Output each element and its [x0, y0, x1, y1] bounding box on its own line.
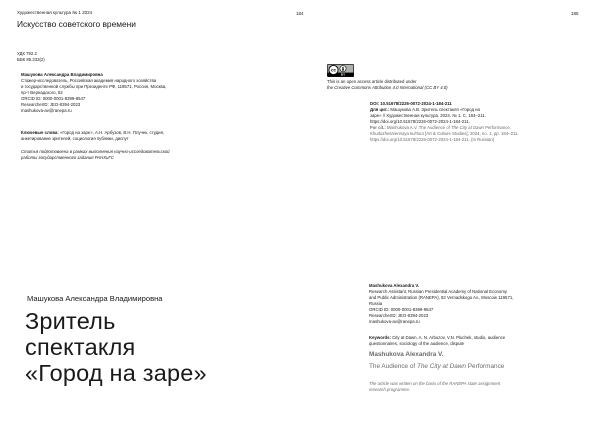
- author-affiliation-line: и государственной службы при Президенте РФ, 119571, Россия, Москва,: [21, 84, 167, 89]
- keywords-en: [369, 335, 569, 347]
- license-prefix: the: [327, 85, 335, 90]
- article-title-ru: [25, 308, 207, 386]
- author-affiliation-line: Research Assistant, Russian Presidential Academy of National Economy: [369, 289, 508, 294]
- cc-badge-text: cc: [330, 67, 337, 73]
- keywords-text-en: City at Dawn, A. N. Arbuzov, V.N. Pluchek, studio, audience: [390, 335, 506, 340]
- citation-text-en: [Art & Culture Studies], 2024, no. 1, pp. 184–211.: [423, 131, 519, 136]
- funding-note-en: [369, 381, 549, 393]
- citation-text-ru: заре» // Художественная культура. 2024. № 1. С. 184–211.: [370, 113, 486, 118]
- author-name-en: Mashukova Alexandra V.: [369, 283, 420, 288]
- citation-block: [370, 101, 519, 143]
- by-badge-text: BY: [340, 72, 346, 77]
- keywords-text-ru: «Город на заре», А.Н. Арбузов, В.Н. Плучек, студия,: [59, 130, 165, 135]
- funding-line: research programme.: [369, 387, 411, 392]
- funding-note-ru: [21, 149, 201, 161]
- keywords-ru: [21, 130, 221, 142]
- title-en-suffix: Performance: [465, 363, 505, 370]
- keywords-label-ru: Ключевые слова:: [21, 130, 59, 135]
- article-title-en: [369, 363, 504, 371]
- funding-line: The article was written on the basis of the RANEPA state assignment: [369, 381, 501, 386]
- citation-title-en: The City at Dawn: [450, 125, 484, 130]
- author-email: mashukova-av@ranepa.ru: [369, 319, 420, 324]
- author-orcid: ORCID ID: 0000-0001-8399-9547: [21, 96, 86, 101]
- license-text: [327, 79, 448, 91]
- keywords-text-en: questionnaires, sociology of the audience, dispute: [369, 341, 465, 346]
- author-researcher-id: ResearcherID: JEO-8394-2023: [369, 313, 429, 318]
- author-orcid: ORCID ID: 0000-0001-8399-9547: [369, 307, 434, 312]
- keywords-label-en: Keywords:: [369, 335, 391, 340]
- page-number-right: 185: [571, 11, 579, 16]
- author-researcher-id: ResearcherID: JEO-8394-2023: [21, 102, 81, 107]
- author-info-en: [369, 283, 513, 325]
- license-name[interactable]: Creative Commons Attribution 4.0 International (CC BY 4.0): [334, 85, 448, 90]
- funding-line: работы государственного задания РАНХиГС: [21, 155, 114, 160]
- journal-name: Художественная культура № 1 2024: [17, 10, 93, 15]
- title-author-en: Mashukova Alexandra V.: [369, 351, 444, 358]
- author-address-line: пр-т Вернадского, 82: [21, 90, 63, 95]
- license-line: This is an open access article distributed under: [327, 79, 417, 84]
- author-affiliation-line: and Public Administration (RANEPA), 82 Vernadskogo Av., Moscow 119571,: [369, 295, 514, 300]
- bbk-code: ББК 85.333(2): [17, 57, 45, 62]
- citation-url-en[interactable]: https://doi.org/10.51678/2226-0072-2024-1-184-211. (In Russian): [370, 137, 495, 142]
- citation-text-ru: Машукова А.В. Зритель спектакля «Город на: [389, 107, 480, 112]
- citation-label-ru: Для цит.:: [370, 107, 390, 112]
- author-info-ru: [21, 72, 221, 114]
- title-line: спектакля: [25, 334, 136, 360]
- funding-line: Статья подготовлена в рамках выполнения научно-исследовательской: [21, 149, 170, 154]
- author-affiliation-line: Стажер-исследователь, Российская академия народного хозяйства: [21, 78, 157, 83]
- author-email: mashukova-av@ranepa.ru: [21, 108, 72, 113]
- section-title: Искусство советского времени: [17, 19, 136, 29]
- classification-codes: [17, 51, 45, 63]
- citation-journal-en: Khudozhestvennaya kul'tura: [370, 131, 424, 136]
- cc-by-license-icon: [327, 64, 354, 77]
- author-address-line: Russia: [369, 301, 383, 306]
- author-name-ru: Машукова Александра Владимировна: [21, 72, 103, 77]
- title-en-prefix: The Audience of: [369, 363, 417, 370]
- title-author-ru: Машукова Александра Владимировна: [27, 294, 163, 303]
- citation-url-ru[interactable]: https://doi.org/10.51678/2226-0072-2024-1-184-211.: [370, 119, 470, 124]
- udk-code: УДК 792.2: [17, 51, 37, 56]
- citation-text-en: Performance.: [483, 125, 511, 130]
- citation-label-en: For cit.:: [370, 125, 386, 130]
- keywords-text-ru: анкетирование зрителей, социология публики, диспут: [21, 136, 129, 141]
- title-line: «Город на заре»: [25, 360, 207, 386]
- title-line: Зритель: [25, 308, 116, 334]
- page-number-left: 184: [296, 11, 304, 16]
- doi[interactable]: DOI: 10.51678/2226-0072-2024-1-184-211: [370, 101, 452, 106]
- citation-text-en: Mashukova A.V. The Audience of: [385, 125, 451, 130]
- title-en-italic: The City at Dawn: [416, 363, 466, 370]
